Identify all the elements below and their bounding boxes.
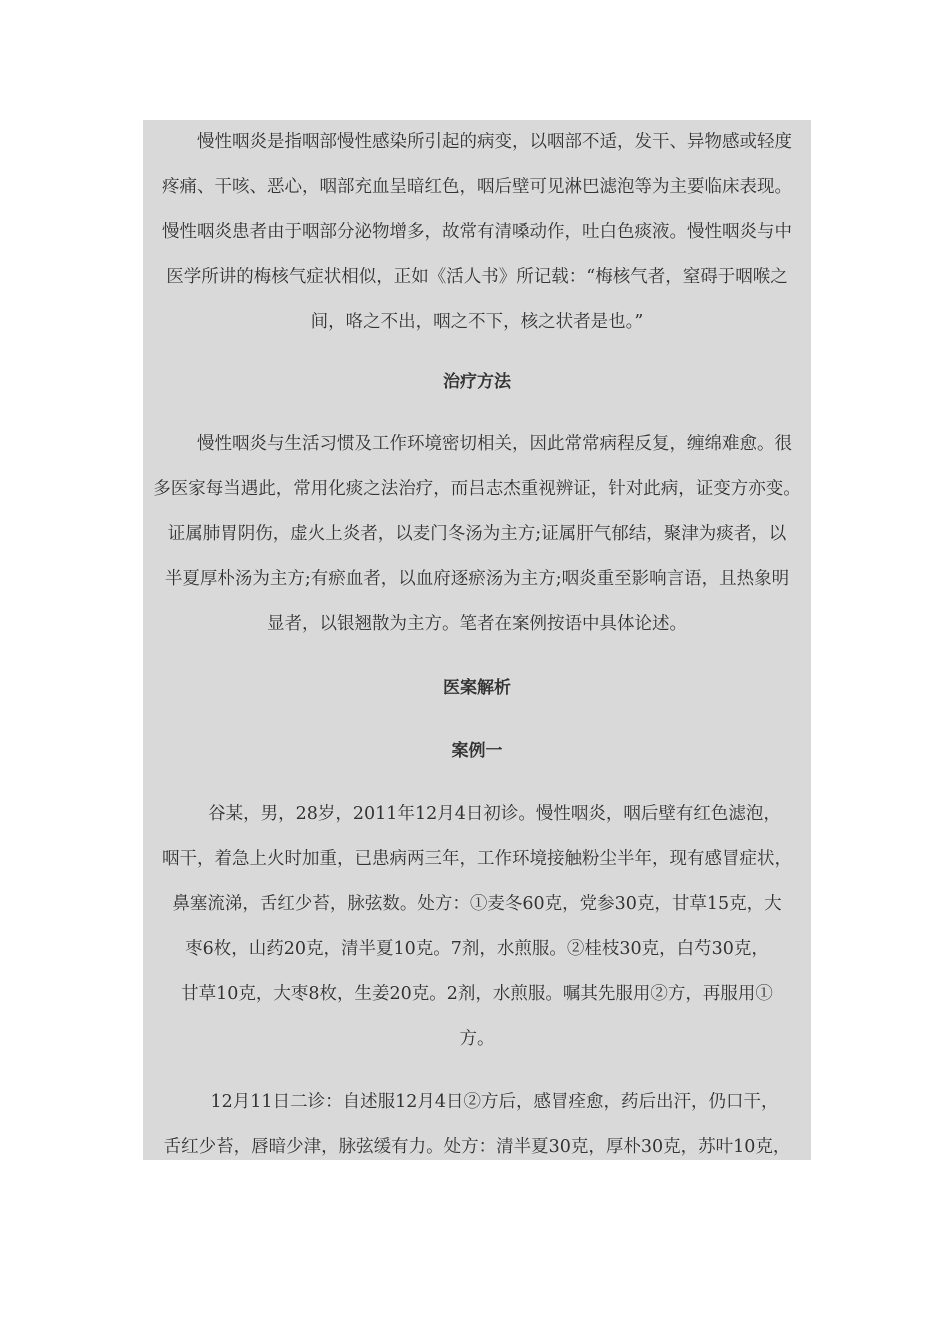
- text-line: 显者，以银翘散为主方。笔者在案例按语中具体论述。: [267, 614, 687, 634]
- text-line: 慢性咽炎与生活习惯及工作环境密切相关，因此常常病程反复，缠绵难愈。很: [162, 434, 792, 454]
- text-line: 鼻塞流涕，舌红少苔，脉弦数。处方：①麦冬60克，党参30克，甘草15克，大: [172, 894, 782, 914]
- intro-paragraph: [143, 120, 811, 345]
- text-line: 甘草10克，大枣8枚，生姜20克。2剂，水煎服。嘱其先服用②方，再服用①: [181, 984, 773, 1004]
- text-line: 证属肺胃阴伤，虚火上炎者，以麦门冬汤为主方;证属肝气郁结，聚津为痰者，以: [167, 524, 787, 544]
- text-line: 谷某，男，28岁，2011年12月4日初诊。慢性咽炎，咽后壁有红色滤泡，: [173, 804, 781, 824]
- heading-cases: 医案解析: [443, 678, 511, 698]
- text-line: 多医家每当遇此，常用化痰之法治疗，而吕志杰重视辨证，针对此病，证变方亦变。: [153, 479, 801, 499]
- treatment-paragraph: [143, 422, 811, 647]
- text-line: 间，咯之不出，咽之不下，核之状者是也。”: [310, 312, 644, 332]
- text-line: 医学所讲的梅核气症状相似，正如《活人书》所记载：“梅核气者，窒碍于咽喉之: [166, 267, 788, 287]
- text-line: 半夏厚朴汤为主方;有瘀血者，以血府逐瘀汤为主方;咽炎重至影响言语，且热象明: [164, 569, 790, 589]
- case1-visit2-paragraph: [143, 1080, 811, 1170]
- text-line: 咽干，着急上火时加重，已患病两三年，工作环境接触粉尘半年，现有感冒症状，: [162, 849, 792, 869]
- text-line: 慢性咽炎患者由于咽部分泌物增多，故常有清嗓动作，吐白色痰液。慢性咽炎与中: [162, 222, 792, 242]
- text-line: 慢性咽炎是指咽部慢性感染所引起的病变，以咽部不适，发干、异物感或轻度: [162, 132, 792, 152]
- text-line: 12月11日二诊：自述服12月4日②方后，感冒痊愈，药后出汗，仍口干，: [175, 1092, 779, 1112]
- text-line: 疼痛、干咳、恶心，咽部充血呈暗红色，咽后壁可见淋巴滤泡等为主要临床表现。: [162, 177, 792, 197]
- text-line: 方。: [459, 1029, 495, 1049]
- document-body: [143, 120, 811, 1160]
- case1-visit1-paragraph: [143, 792, 811, 1062]
- text-line: 枣6枚，山药20克，清半夏10克。7剂，水煎服。②桂枝30克，白芍30克，: [185, 939, 769, 959]
- heading-treatment: 治疗方法: [443, 372, 511, 392]
- text-line: 舌红少苔，唇暗少津，脉弦缓有力。处方：清半夏30克，厚朴30克，苏叶10克，: [163, 1137, 791, 1157]
- heading-case1: 案例一: [451, 741, 503, 761]
